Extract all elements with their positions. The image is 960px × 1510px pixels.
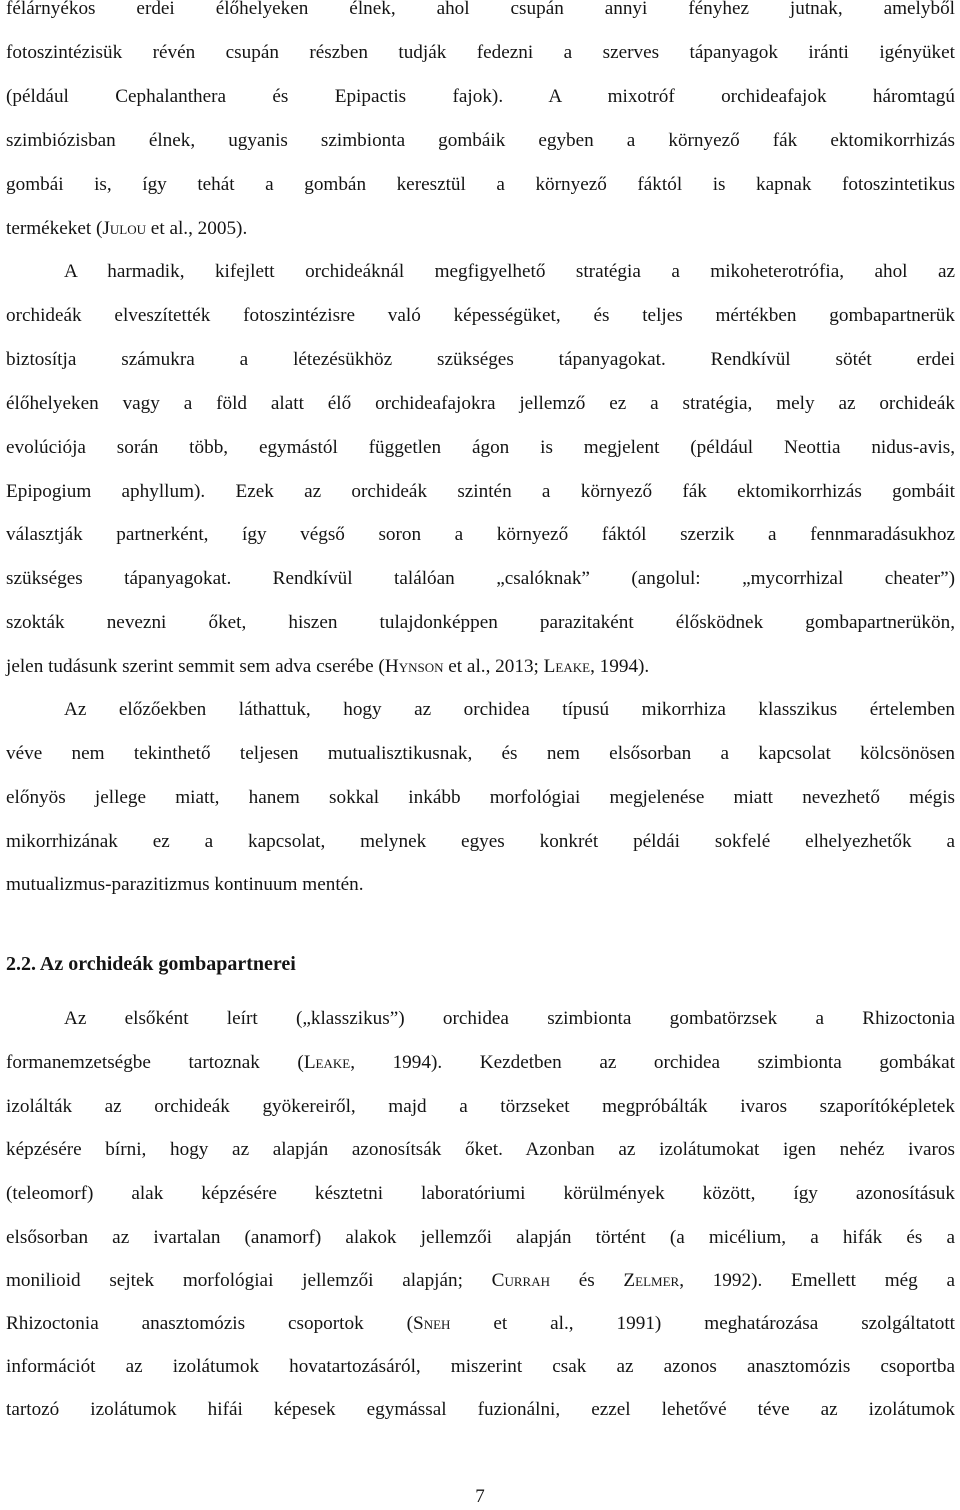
text-line: választják partnerként, így végső soron a környező fáktól szerzik a fennmaradásukhoz <box>6 524 955 545</box>
text-line: evolúciója során több, egymástól független ágon is megjelent (például Neottia nidus-avis, <box>6 437 955 458</box>
text-line: Az előzőekben láthattuk, hogy az orchidea típusú mikorrhiza klasszikus értelemben <box>64 699 955 720</box>
text-line: szükséges tápanyagokat. Rendkívül találóan „csalóknak” (angolul: „mycorrhizal cheater”) <box>6 568 955 589</box>
text-line: fotoszintézisük révén csupán részben tudják fedezni a szerves tápanyagok iránti igényüket <box>6 42 955 63</box>
text-line: jelen tudásunk szerint semmit sem adva cserébe (Hynson et al., 2013; Leake, 1994). <box>6 656 650 677</box>
text-line: biztosítja számukra a létezésükhöz szükséges tápanyagokat. Rendkívül sötét erdei <box>6 349 955 370</box>
page-number: 7 <box>475 1486 485 1507</box>
text-line: formanemzetségbe tartoznak (Leake, 1994). Kezdetben az orchidea szimbionta gombákat <box>6 1052 955 1073</box>
text-line: Rhizoctonia anasztomózis csoportok (Sneh et al., 1991) meghatározása szolgáltatott <box>6 1313 955 1334</box>
text-line: (teleomorf) alak képzésére késztetni laboratóriumi körülmények között, így azonosításuk <box>6 1183 955 1204</box>
text-line: gombái is, így tehát a gombán keresztül a környező fáktól is kapnak fotoszintetikus <box>6 174 955 195</box>
text-line: szimbiózisban élnek, ugyanis szimbionta gombáik egyben a környező fák ektomikorrhizás <box>6 130 955 151</box>
text-line: élőhelyeken vagy a föld alatt élő orchideafajokra jellemző ez a stratégia, mely az orchideák <box>6 393 955 414</box>
text-line: (például Cephalanthera és Epipactis fajok). A mixotróf orchideafajok háromtagú <box>6 86 955 107</box>
text-line: tartozó izolátumok hifái képesek egymással fuzionálni, ezzel lehetővé téve az izolátumok <box>6 1399 955 1420</box>
text-line: félárnyékos erdei élőhelyeken élnek, ahol csupán annyi fényhez jutnak, amelyből <box>6 0 955 19</box>
text-line: véve nem tekinthető teljesen mutualisztikusnak, és nem elsősorban a kapcsolat kölcsönösen <box>6 743 955 764</box>
section-number: 2.2. <box>6 953 36 975</box>
text-line: információt az izolátumok hovatartozásáról, miszerint csak az azonos anasztomózis csoportba <box>6 1356 955 1377</box>
section-heading <box>6 950 296 978</box>
text-line: A harmadik, kifejlett orchideáknál megfigyelhető stratégia a mikoheterotrófia, ahol az <box>64 261 955 282</box>
text-line: Az elsőként leírt („klasszikus”) orchidea szimbionta gombatörzsek a Rhizoctonia <box>64 1008 955 1029</box>
text-line: monilioid sejtek morfológiai jellemzői alapján; Currah és Zelmer, 1992). Emellett még a <box>6 1270 955 1291</box>
text-line: szokták nevezni őket, hiszen tulajdonképpen parazitaként élősködnek gombapartnerükön, <box>6 612 955 633</box>
text-line: mutualizmus-parazitizmus kontinuum mentén. <box>6 874 364 895</box>
text-line: izolálták az orchideák gyökereiről, majd a törzseket megpróbálták ivaros szaporítóképletek <box>6 1096 955 1117</box>
text-line: mikorrhizának ez a kapcsolat, melynek egyes konkrét példái sokfelé elhelyezhetők a <box>6 831 955 852</box>
text-line: előnyös jellege miatt, hanem sokkal inkább morfológiai megjelenése miatt nevezhető mégis <box>6 787 955 808</box>
section-title: Az orchideák gombapartnerei <box>39 953 296 975</box>
text-line: orchideák elveszítették fotoszintézisre való képességüket, és teljes mértékben gombapartnerük <box>6 305 955 326</box>
text-line: képzésére bírni, hogy az alapján azonosítsák őket. Azonban az izolátumokat igen nehéz ivaros <box>6 1139 955 1160</box>
text-line: Epipogium aphyllum). Ezek az orchideák szintén a környező fák ektomikorrhizás gombáit <box>6 481 955 502</box>
text-line: termékeket (Julou et al., 2005). <box>6 218 248 239</box>
text-line: elsősorban az ivartalan (anamorf) alakok jellemzői alapján történt (a micélium, a hifák és a <box>6 1227 955 1248</box>
